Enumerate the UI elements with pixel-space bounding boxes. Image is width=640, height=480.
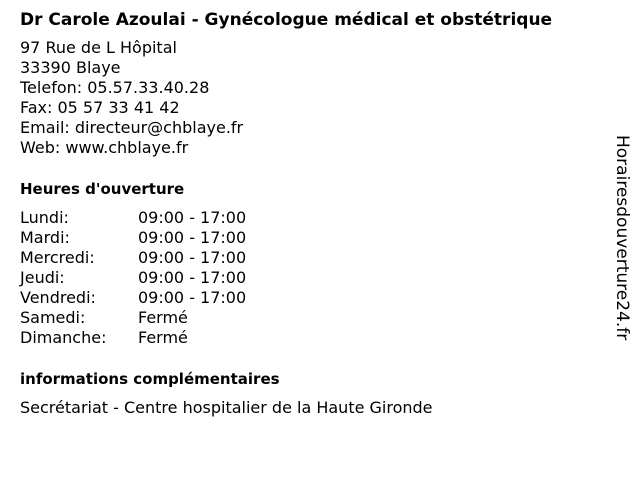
additional-info-text: Secrétariat - Centre hospitalier de la Haute Gironde	[20, 398, 433, 417]
time-value: 09:00 - 17:00	[138, 208, 247, 227]
hours-row-saturday	[20, 308, 616, 328]
time-value: 09:00 - 17:00	[138, 228, 247, 247]
fax-number: Fax: 05 57 33 41 42	[20, 98, 180, 117]
time-value: 09:00 - 17:00	[138, 268, 247, 287]
day-label: Vendredi:	[20, 288, 96, 307]
time-value: Fermé	[138, 328, 188, 347]
business-title: Dr Carole Azoulai - Gynécologue médical et obstétrique	[20, 10, 553, 30]
business-card	[20, 10, 616, 418]
hours-row-wednesday	[20, 248, 616, 268]
email-address: Email: directeur@chblaye.fr	[20, 118, 244, 137]
hours-row-monday	[20, 208, 616, 228]
day-label: Samedi:	[20, 308, 86, 327]
time-value: 09:00 - 17:00	[138, 248, 247, 267]
day-label: Mercredi:	[20, 248, 95, 267]
hours-row-tuesday	[20, 228, 616, 248]
site-watermark: Horairesdouverture24.fr	[612, 135, 632, 341]
hours-row-friday	[20, 288, 616, 308]
day-label: Jeudi:	[20, 268, 65, 287]
time-value: 09:00 - 17:00	[138, 288, 247, 307]
day-label: Mardi:	[20, 228, 70, 247]
day-label: Dimanche:	[20, 328, 107, 347]
opening-hours-heading: Heures d'ouverture	[20, 180, 185, 198]
city-postal: 33390 Blaye	[20, 58, 121, 77]
additional-info-heading: informations complémentaires	[20, 370, 280, 388]
opening-hours-table	[20, 208, 616, 348]
street-address: 97 Rue de L Hôpital	[20, 38, 177, 57]
address-block	[20, 38, 616, 158]
day-label: Lundi:	[20, 208, 69, 227]
time-value: Fermé	[138, 308, 188, 327]
hours-row-thursday	[20, 268, 616, 288]
hours-row-sunday	[20, 328, 616, 348]
website: Web: www.chblaye.fr	[20, 138, 189, 157]
phone-number: Telefon: 05.57.33.40.28	[20, 78, 210, 97]
